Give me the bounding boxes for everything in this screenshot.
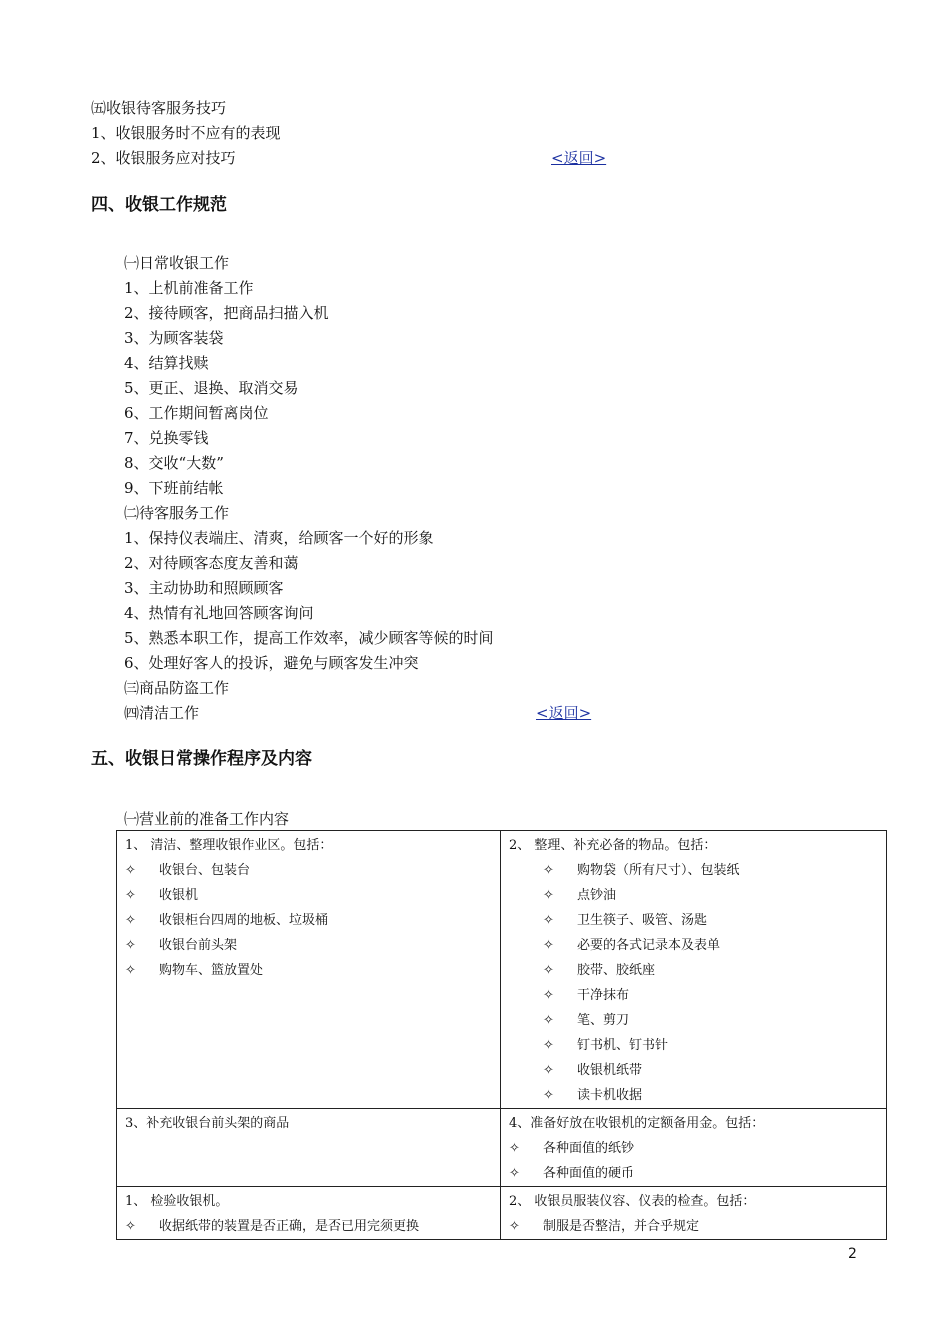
list-item: ✧ 收银机纸带: [509, 1058, 878, 1083]
diamond-bullet-icon: ✧: [125, 963, 136, 978]
diamond-bullet-icon: ✧: [543, 1088, 554, 1103]
list-item: ✧ 收银台、包装台: [125, 858, 492, 883]
list-item: 7、兑换零钱: [124, 429, 209, 447]
list-item: 4、结算找赎: [124, 354, 209, 372]
list-item: ✧ 各种面值的纸钞: [509, 1136, 878, 1161]
subsection-title: ㈡待客服务工作: [124, 504, 230, 522]
diamond-bullet-icon: ✧: [125, 1219, 136, 1234]
cell-heading: 2、 收银员服装仪容、仪表的检查。包括：: [509, 1194, 756, 1209]
list-item: ✧ 笔、剪刀: [509, 1008, 878, 1033]
table-cell: [501, 1109, 887, 1187]
list-item: 2、接待顾客，把商品扫描入机: [124, 304, 329, 322]
list-item: ✧ 购物袋（所有尺寸）、包装纸: [509, 858, 878, 883]
list-item: ✧ 胶带、胶纸座: [509, 958, 878, 983]
list-item: ✧ 读卡机收据: [509, 1083, 878, 1108]
list-item: ✧ 各种面值的硬币: [509, 1161, 878, 1186]
subsection-title: ㈠日常收银工作: [124, 254, 230, 272]
diamond-bullet-icon: ✧: [543, 913, 554, 928]
list-item: 9、下班前结帐: [124, 479, 224, 497]
list-item: ✧ 必要的各式记录本及表单: [509, 933, 878, 958]
list-item: ✧ 收据纸带的装置是否正确，是否已用完须更换: [125, 1214, 492, 1239]
subsection-title: ㈣清洁工作: [124, 704, 200, 722]
list-item: 3、为顾客装袋: [124, 329, 224, 347]
cell-heading: 4、准备好放在收银机的定额备用金。包括：: [509, 1116, 765, 1131]
diamond-bullet-icon: ✧: [543, 1038, 554, 1053]
cell-heading: 1、 检验收银机。: [125, 1194, 229, 1209]
back-link[interactable]: <返回>: [551, 149, 607, 167]
list-item: 1、保持仪表端庄、清爽，给顾客一个好的形象: [124, 529, 434, 547]
table-row: [117, 1109, 887, 1187]
diamond-bullet-icon: ✧: [543, 988, 554, 1003]
subsection-title: ㈢商品防盗工作: [124, 679, 230, 697]
item-5-title: ㈤收银待客服务技巧: [91, 99, 227, 117]
diamond-bullet-icon: ✧: [509, 1141, 520, 1156]
list-item: ✧ 制服是否整洁，并合乎规定: [509, 1214, 878, 1239]
list-item: 2、对待顾客态度友善和蔼: [124, 554, 299, 572]
preparation-table: [116, 830, 887, 1240]
table-row: [117, 831, 887, 1109]
diamond-bullet-icon: ✧: [543, 1063, 554, 1078]
list-item: 5、更正、退换、取消交易: [124, 379, 299, 397]
table-cell: [117, 1187, 501, 1240]
back-link[interactable]: <返回>: [536, 704, 592, 722]
diamond-bullet-icon: ✧: [543, 963, 554, 978]
list-item: 1、收银服务时不应有的表现: [91, 124, 281, 142]
list-item: ✧ 干净抹布: [509, 983, 878, 1008]
list-item: 6、处理好客人的投诉，避免与顾客发生冲突: [124, 654, 419, 672]
page-number: 2: [848, 1246, 857, 1262]
diamond-bullet-icon: ✧: [125, 913, 136, 928]
list-item: 1、上机前准备工作: [124, 279, 254, 297]
list-item: ✧ 收银机: [125, 883, 492, 908]
table-cell: [501, 831, 887, 1109]
list-item: 5、熟悉本职工作，提高工作效率，减少顾客等候的时间: [124, 629, 494, 647]
diamond-bullet-icon: ✧: [509, 1166, 520, 1181]
list-item: 6、工作期间暂离岗位: [124, 404, 269, 422]
list-item: ✧ 购物车、篮放置处: [125, 958, 492, 983]
list-item: ✧ 收银柜台四周的地板、垃圾桶: [125, 908, 492, 933]
list-item: 2、收银服务应对技巧: [91, 149, 236, 167]
list-item: ✧ 收银台前头架: [125, 933, 492, 958]
list-item: ✧ 卫生筷子、吸管、汤匙: [509, 908, 878, 933]
diamond-bullet-icon: ✧: [125, 888, 136, 903]
cell-heading: 2、 整理、补充必备的物品。包括：: [509, 838, 717, 853]
diamond-bullet-icon: ✧: [509, 1219, 520, 1234]
diamond-bullet-icon: ✧: [125, 938, 136, 953]
list-item: 8、交收“大数”: [124, 454, 224, 472]
diamond-bullet-icon: ✧: [543, 938, 554, 953]
diamond-bullet-icon: ✧: [543, 1013, 554, 1028]
diamond-bullet-icon: ✧: [543, 888, 554, 903]
table-row: [117, 1187, 887, 1240]
list-item: 4、热情有礼地回答顾客询问: [124, 604, 314, 622]
cell-heading: 3、补充收银台前头架的商品: [125, 1116, 290, 1131]
table-cell: [117, 831, 501, 1109]
section-5-title: 五、收银日常操作程序及内容: [91, 749, 312, 769]
table-cell: [501, 1187, 887, 1240]
diamond-bullet-icon: ✧: [543, 863, 554, 878]
list-item: 3、主动协助和照顾顾客: [124, 579, 284, 597]
table-caption: ㈠营业前的准备工作内容: [124, 810, 290, 828]
list-item: ✧ 点钞油: [509, 883, 878, 908]
list-item: ✧ 钉书机、钉书针: [509, 1033, 878, 1058]
section-4-title: 四、收银工作规范: [91, 195, 227, 215]
table-cell: [117, 1109, 501, 1187]
cell-heading: 1、 清洁、整理收银作业区。包括：: [125, 838, 333, 853]
diamond-bullet-icon: ✧: [125, 863, 136, 878]
